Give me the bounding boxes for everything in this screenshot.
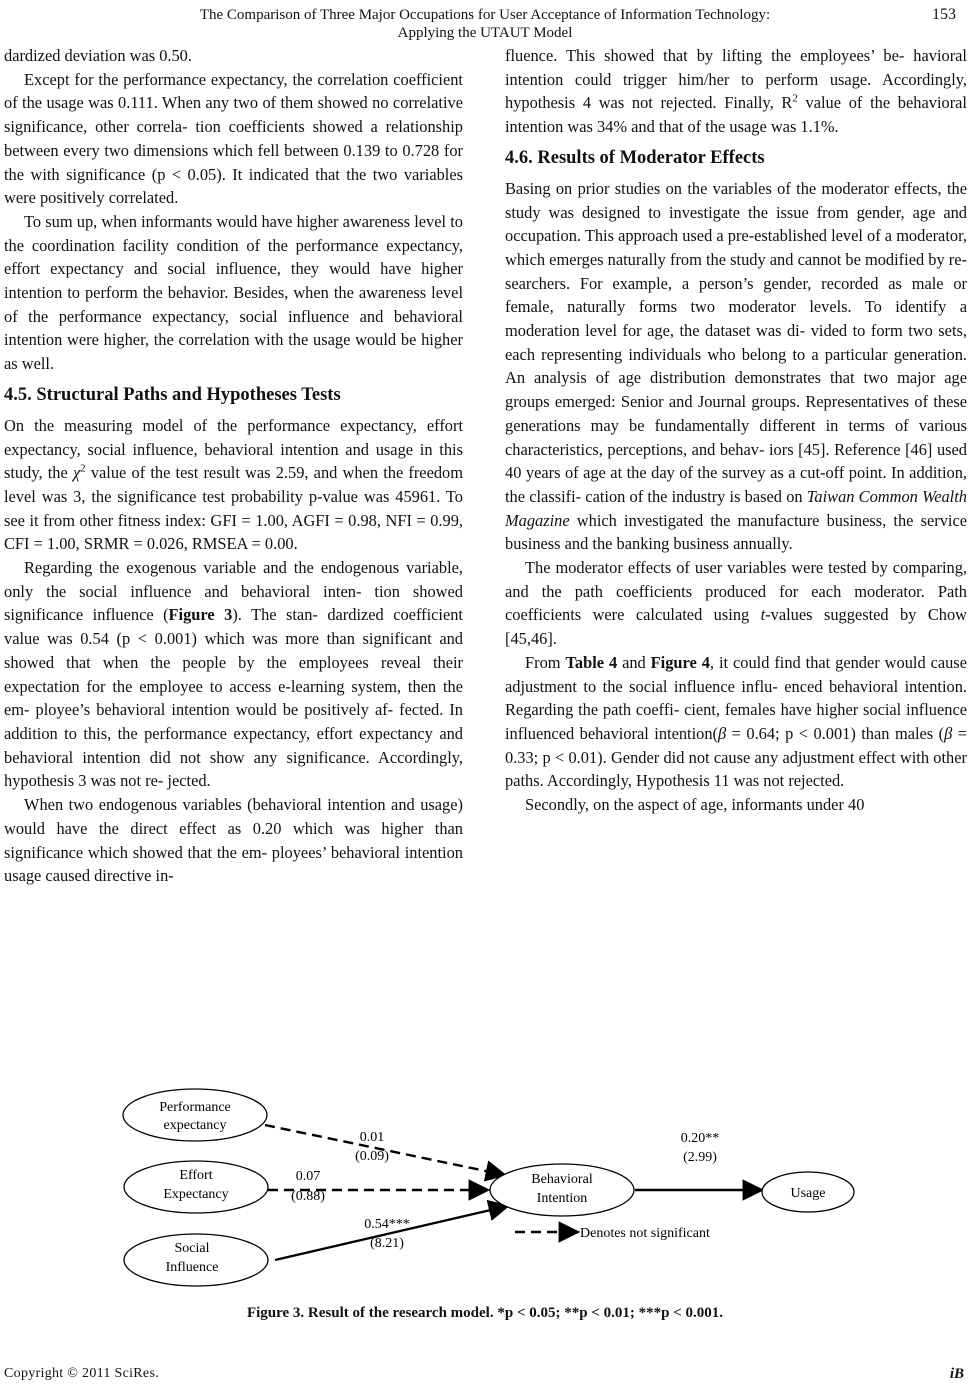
paragraph: dardized deviation was 0.50. [4,46,192,65]
figure-reference: Figure 4 [650,652,710,672]
coef-usage: 0.20** [680,1131,720,1146]
text-run: Regarding the exogenous variable and the endogenous variable, only the social influence and behavioral inten- tion showed significance influence ( [4,558,463,625]
edge-social-to-intention [275,1206,508,1260]
path-diagram-svg [0,1080,970,1300]
paragraph [505,44,967,139]
text-run: Basing on prior studies on the variables of the moderator effects, the study was designed to investigate the issue from gender, age and occupation. This approach used a pre-established level of a moderator, which emerges naturally from the study and cannot be modified by re- searchers. For example, a person’s gender, recorded as male or female, naturally forms two moderator levels. To identify a moderation level for age, the dataset was di- vided to form two sets, each representing individuals who belong to a particular generation. An analysis of age distribution demonstrates that two major age groups emerged: Senior and Journal groups. Representatives of these generations may be fundamentally different in terms of various characteristics, perceptions, and behav- iors [45]. Reference [46] used 40 years of age at the day of the survey as a cut-off point. In addition, the classifi- cation of the industry is based on [505,178,967,506]
paragraph [4,556,463,793]
running-title [0,6,970,42]
section-heading: 4.6. Results of Moderator Effects [505,147,765,168]
paragraph: To sum up, when informants would have higher awareness level to the coordination facility condition of the performance expectancy, effort expectancy and social influence, they would have higher intention to perform the behavior. Besides, when the awareness level of the performance expectancy, social influence and behavioral intention were higher, the correlation with the usage would be higher as well. [4,211,463,374]
node-label: Social [174,1241,210,1256]
text-run: -values suggested by Chow [45,46]. [505,605,967,649]
figure-3-path-diagram [0,1080,970,1320]
figure-reference: Figure 3 [168,605,233,625]
superscript: 2 [80,462,86,475]
text-run: The moderator effects of user variables were tested by comparing, and the path coefficients produced for each moderator. Path coefficients were calculated using [505,558,967,625]
text-run: fluence. This showed that by lifting the employees’ be- havioral intention could trigger him/her to perform usage. Accordingly, hypothesis 4 was not rejected. Finally, R [505,46,967,113]
tvalue-effort: (0.88) [291,1189,325,1204]
node-label: Effort [179,1168,213,1183]
paragraph [505,556,967,651]
text-run: From [525,652,566,672]
figure-caption: Figure 3. Result of the research model. *p < 0.05; **p < 0.01; ***p < 0.001. [246,1305,724,1321]
text-run: ). The stan- dardized coefficient value was 0.54 (p < 0.001) which was more than significant and showed that when the people by the employees reveal their expectation for the employee to access e-learning system, then the em- ployee’s behavioral intention would be positively af- fected. In addition to this, the performance expectancy, effort expectancy and behavioral intention did not show any significance. Accordingly, hypothesis 3 was not re- jected. [4,605,463,791]
paragraph [505,651,967,793]
tvalue-usage: (2.99) [683,1150,717,1165]
paragraph: Except for the performance expectancy, the correlation coefficient of the usage was 0.111. When any two of them showed no correlative significance, other correla- tion coefficients showed a relationship between every two dimensions which fell between 0.139 to 0.728 for the with significance (p < 0.05). It indicated that the two variables were positively correlated. [4,69,463,208]
running-title-line1: The Comparison of Three Major Occupations for User Acceptance of Information Technology: [199,7,771,23]
text-run: value of the behavioral intention was 34% and that of the usage was 1.1%. [505,93,967,137]
table-reference: Table 4 [565,652,618,672]
node-label: expectancy [163,1118,227,1133]
node-performance-expectancy [123,1089,267,1141]
paragraph: Secondly, on the aspect of age, informants under 40 [525,795,865,815]
tvalue-performance: (0.09) [355,1149,389,1164]
paragraph: When two endogenous variables (behavioral intention and usage) would have the direct effect as 0.20 which was higher than significance which showed that the em- ployees’ behavioral intention usage caused directive in- [4,795,463,886]
text-run: = 0.33; p < 0.01). Gender did not cause any adjustment effect with other paths. Accordingly, Hypothesis 11 was not rejected. [505,723,967,791]
right-column [505,44,967,817]
copyright: Copyright © 2011 SciRes. [4,1366,159,1381]
node-label: Usage [790,1186,826,1201]
tvalue-social: (8.21) [370,1236,404,1251]
coef-social: 0.54*** [364,1217,410,1232]
paragraph [4,414,463,556]
magazine-name: Taiwan Common Wealth Magazine [505,486,967,530]
text-run: = 0.64; p < 0.001) than males ( [726,723,945,743]
section-heading: 4.5. Structural Paths and Hypotheses Tests [4,384,341,405]
journal-abbrev: iB [949,1366,964,1382]
italic-t: t [760,605,766,625]
left-column [4,44,463,888]
paragraph [505,177,967,556]
beta-symbol: β [718,723,727,743]
node-label: Expectancy [163,1187,229,1202]
node-label: Performance [159,1100,231,1115]
running-title-line2: Applying the UTAUT Model [397,25,573,41]
text-run: value of the test result was 2.59, and when the freedom level was 3, the significance test probability p-value was 45961. To see it from other fitness index: GFI = 1.00, AGFI = 0.98, NFI = 0.99, CFI = 1.00, SRMR = 0.026, RMSEA = 0.00. [4,463,463,554]
coef-effort: 0.07 [295,1169,321,1184]
node-label: Intention [536,1191,588,1206]
coef-performance: 0.01 [359,1130,385,1145]
text-run: and [617,652,651,672]
chi-symbol: χ [72,463,81,483]
text-run: , it could find that gender would cause adjustment to the social influence influ- enced behavioral intention. Regarding the path coeffi- cient, females have higher social influence influenced behavioral intention( [505,652,967,743]
superscript: 2 [792,92,798,105]
node-label: Behavioral [531,1172,593,1187]
node-label: Influence [165,1260,219,1275]
page-number: 153 [932,6,956,23]
legend-label: Denotes not significant [580,1226,710,1241]
beta-symbol: β [944,723,953,743]
text-run: which investigated the manufacture business, the service business and the banking business annually. [505,510,967,554]
text-run: On the measuring model of the performance expectancy, effort expectancy, social influence, behavioral intention and usage in this study, the [4,415,463,483]
